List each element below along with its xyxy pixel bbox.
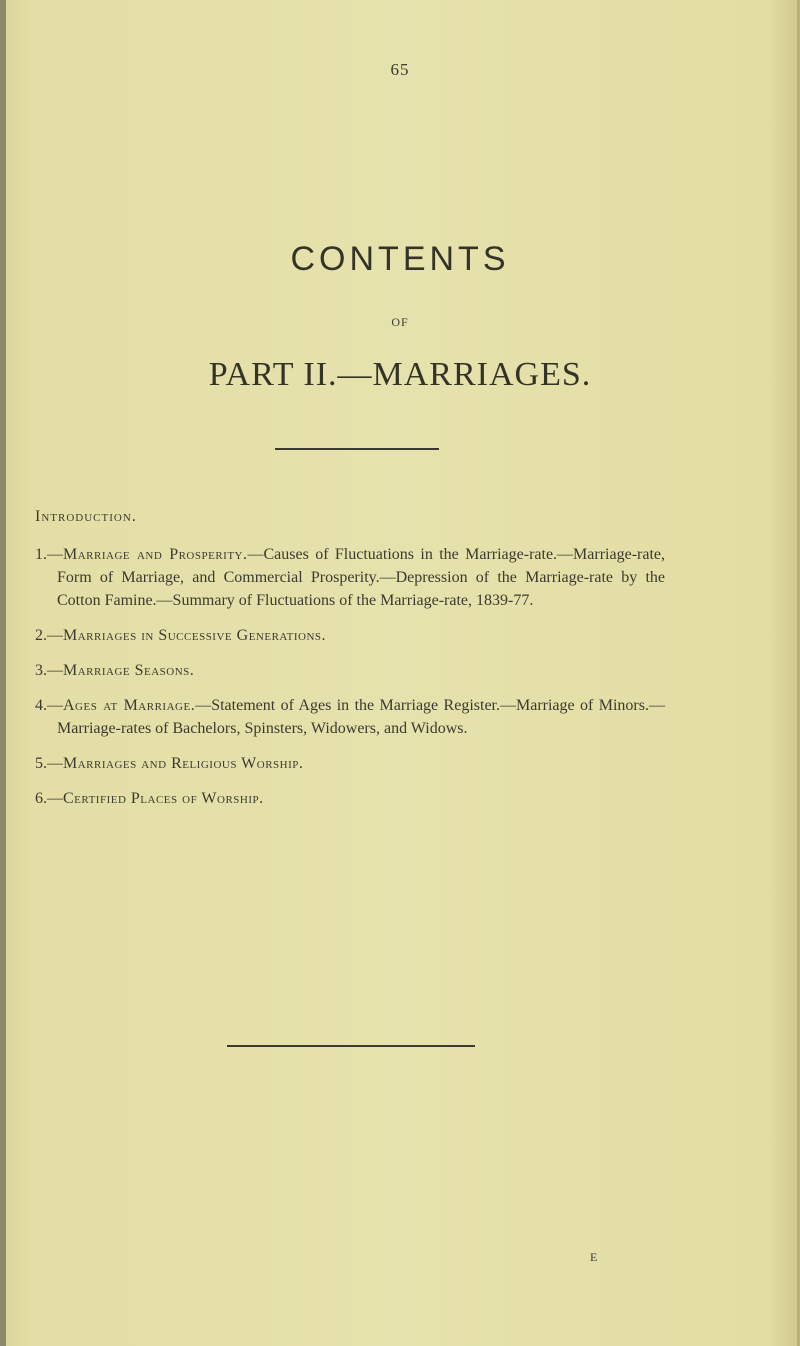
entry-text: —Causes of Fluctuations in the Marriage-rate.—Marriage-rate, Form of Marriage, and Commercial Prosperity.—Depression of the Marriage-rate by the Cotton Famine.—Summary of Fluctuations of the Marriage-rate, 1839-77. — [57, 546, 665, 609]
entry-heading: Marriage Seasons. — [63, 662, 195, 679]
contents-entry-6 — [35, 787, 665, 810]
entry-heading: Certified Places of Worship. — [63, 790, 264, 807]
divider-bottom — [227, 1045, 475, 1047]
contents-entry-1 — [35, 543, 665, 612]
entry-number: 6.— — [35, 790, 63, 807]
part-title: PART II.—MARRIAGES. — [208, 356, 592, 393]
contents-title: CONTENTS — [290, 240, 510, 278]
entry-heading: Marriage and Prosperity. — [63, 546, 248, 563]
entry-number: 2.— — [35, 627, 63, 644]
of-label: OF — [391, 315, 409, 329]
entry-number: 5.— — [35, 755, 63, 772]
entry-heading: Marriages in Successive Generations. — [63, 627, 327, 644]
contents-list — [35, 505, 665, 822]
signature-mark: E — [590, 1250, 598, 1264]
entry-heading: Ages at Marriage. — [63, 697, 196, 714]
page-number: 65 — [390, 60, 410, 79]
entry-number: 4.— — [35, 697, 63, 714]
divider-top — [275, 448, 439, 450]
entry-number: 3.— — [35, 662, 63, 679]
entry-heading: Marriages and Religious Worship. — [63, 755, 304, 772]
contents-entry-3 — [35, 659, 665, 682]
contents-entry-4 — [35, 694, 665, 740]
introduction-heading: Introduction. — [35, 508, 137, 525]
entry-number: 1.— — [35, 546, 63, 563]
entry-text: —Statement of Ages in the Marriage Register.—Marriage of Minors.—Marriage-rates of Bachelors, Spinsters, Widowers, and Widows. — [57, 697, 665, 737]
contents-entry-5 — [35, 752, 665, 775]
contents-entry-2 — [35, 624, 665, 647]
